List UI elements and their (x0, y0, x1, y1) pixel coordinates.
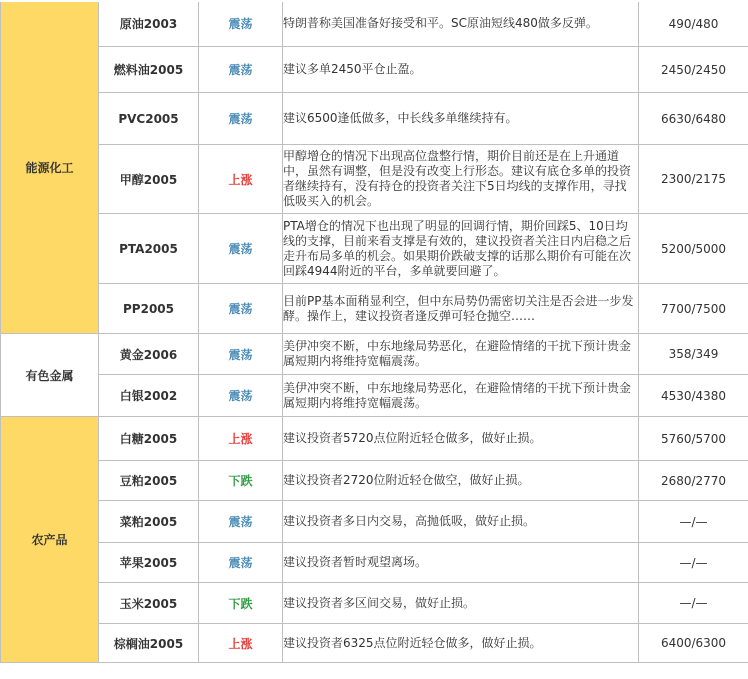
trend-label: 震荡 (199, 1, 283, 47)
price-levels: 6400/6300 (639, 624, 748, 663)
contract-code: 棕榈油2005 (99, 624, 199, 663)
strategy-note: 甲醇增仓的情况下出现高位盘整行情，期价目前还是在上升通道中，虽然有调整，但是没有改变上行形态。建议有底仓多单的投资者继续持有，没有持仓的投资者关注下5日均线的支撑作用，寻找低吸买入的机会。 (283, 145, 639, 214)
table-row (1, 583, 748, 624)
strategy-note: 特朗普称美国准备好接受和平。SC原油短线480做多反弹。 (283, 1, 639, 47)
strategy-note: 美伊冲突不断，中东地缘局势恶化，在避险情绪的干扰下预计贵金属短期内将维持宽幅震荡。 (283, 334, 639, 375)
price-levels: 2680/2770 (639, 461, 748, 501)
trend-label: 震荡 (199, 47, 283, 93)
table-row (1, 47, 748, 93)
table-row (1, 214, 748, 284)
price-levels: —/— (639, 501, 748, 543)
trend-label: 震荡 (199, 214, 283, 284)
table-row (1, 501, 748, 543)
price-levels: —/— (639, 583, 748, 624)
contract-code: 原油2003 (99, 1, 199, 47)
price-levels: 358/349 (639, 334, 748, 375)
strategy-note: 建议6500逢低做多，中长线多单继续持有。 (283, 93, 639, 145)
contract-code: 甲醇2005 (99, 145, 199, 214)
trend-label: 上涨 (199, 624, 283, 663)
section-label: 有色金属 (1, 334, 99, 417)
table-row (1, 624, 748, 663)
trend-label: 上涨 (199, 417, 283, 461)
trend-label: 震荡 (199, 543, 283, 583)
contract-code: 豆粕2005 (99, 461, 199, 501)
table-row (1, 284, 748, 334)
trend-label: 震荡 (199, 93, 283, 145)
price-levels: —/— (639, 543, 748, 583)
top-edge (0, 0, 748, 2)
trend-label: 震荡 (199, 375, 283, 417)
strategy-note: 建议多单2450平仓止盈。 (283, 47, 639, 93)
contract-code: PVC2005 (99, 93, 199, 145)
strategy-note: 建议投资者暂时观望离场。 (283, 543, 639, 583)
strategy-note: 美伊冲突不断，中东地缘局势恶化，在避险情绪的干扰下预计贵金属短期内将维持宽幅震荡。 (283, 375, 639, 417)
strategy-note: 建议投资者6325点位附近轻仓做多，做好止损。 (283, 624, 639, 663)
table-row (1, 417, 748, 461)
trend-label: 下跌 (199, 461, 283, 501)
contract-code: 白银2002 (99, 375, 199, 417)
price-levels: 2300/2175 (639, 145, 748, 214)
price-levels: 5760/5700 (639, 417, 748, 461)
strategy-note: 建议投资者5720点位附近轻仓做多，做好止损。 (283, 417, 639, 461)
section-label: 农产品 (1, 417, 99, 663)
price-levels: 2450/2450 (639, 47, 748, 93)
strategy-note: 目前PP基本面稍显利空，但中东局势仍需密切关注是否会进一步发酵。操作上，建议投资者逢反弹可轻仓抛空…… (283, 284, 639, 334)
strategy-note: 建议投资者多区间交易，做好止损。 (283, 583, 639, 624)
table-row (1, 93, 748, 145)
table-body (1, 1, 748, 663)
trend-label: 上涨 (199, 145, 283, 214)
contract-code: 菜粕2005 (99, 501, 199, 543)
contract-code: 苹果2005 (99, 543, 199, 583)
contract-code: PTA2005 (99, 214, 199, 284)
contract-code: 玉米2005 (99, 583, 199, 624)
contract-code: 白糖2005 (99, 417, 199, 461)
trend-label: 震荡 (199, 334, 283, 375)
price-levels: 490/480 (639, 1, 748, 47)
trend-label: 下跌 (199, 583, 283, 624)
contract-code: PP2005 (99, 284, 199, 334)
table-row (1, 461, 748, 501)
contract-code: 燃料油2005 (99, 47, 199, 93)
strategy-note: 建议投资者多日内交易，高抛低吸，做好止损。 (283, 501, 639, 543)
price-levels: 7700/7500 (639, 284, 748, 334)
section-label: 能源化工 (1, 1, 99, 334)
trend-label: 震荡 (199, 501, 283, 543)
table-row (1, 1, 748, 47)
table-row (1, 334, 748, 375)
trend-label: 震荡 (199, 284, 283, 334)
table-row (1, 375, 748, 417)
table-row (1, 145, 748, 214)
strategy-note: 建议投资者2720位附近轻仓做空，做好止损。 (283, 461, 639, 501)
table-row (1, 543, 748, 583)
strategy-note: PTA增仓的情况下也出现了明显的回调行情，期价回踩5、10日均线的支撑，目前来看支撑是有效的，建议投资者关注日内启稳之后走升布局多单的机会。如果期价跌破支撑的话那么期价有可能在次回踩4944附近的平台，多单就要回避了。 (283, 214, 639, 284)
price-levels: 4530/4380 (639, 375, 748, 417)
contract-code: 黄金2006 (99, 334, 199, 375)
price-levels: 6630/6480 (639, 93, 748, 145)
price-levels: 5200/5000 (639, 214, 748, 284)
